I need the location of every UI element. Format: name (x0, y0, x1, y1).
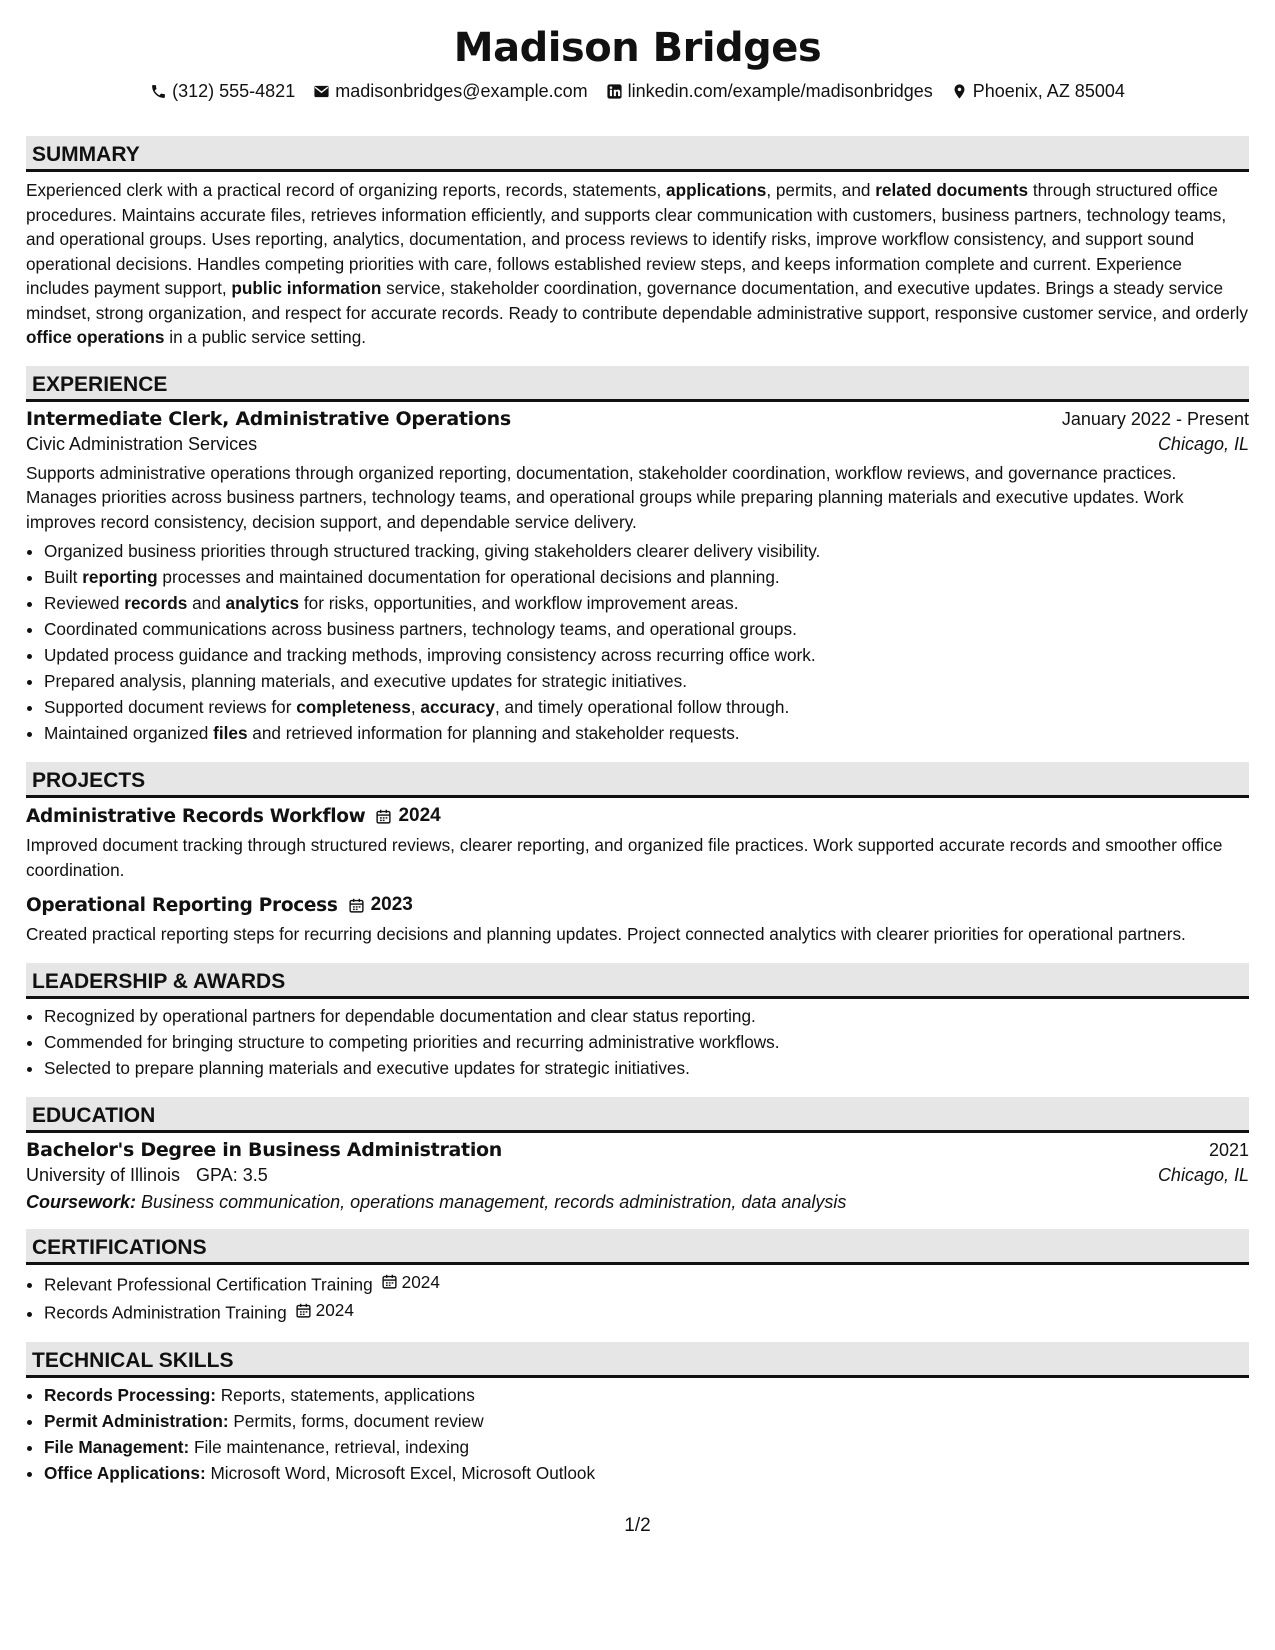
section-heading-summary: SUMMARY (26, 136, 1249, 172)
list-item (44, 1434, 1249, 1460)
project-title: Administrative Records Workflow (26, 805, 366, 827)
list-item: • Selected to prepare planning materials and executive updates for strategic initiatives. (44, 1055, 1249, 1081)
company-name: Civic Administration Services (26, 433, 258, 454)
job-subheader (26, 434, 1249, 455)
list-item (44, 1382, 1249, 1408)
education-header (26, 1139, 1249, 1161)
contact-location (951, 81, 1125, 102)
phone-text: (312) 555-4821 (172, 80, 296, 101)
education-subheader (26, 1165, 1249, 1186)
certification-name: Records Administration Training (44, 1302, 287, 1323)
list-item: • Coordinated communications across business partners, technology teams, and operational groups. (44, 616, 1249, 642)
calendar-icon (375, 808, 392, 825)
skill-value: File maintenance, retrieval, indexing (189, 1436, 470, 1457)
summary-text: Experienced clerk with a practical record of organizing reports, records, statements, applications, permits, and related documents through structured office procedures. Maintains accurate files, retrieves information efficiently, and supports clear communication with customers, business partners, technology teams, and operational groups. Uses reporting, analytics, documentation, and process reviews to identify risks, improve workflow consistency, and support sound operational decisions. Handles competing priorities with care, follows established review steps, and keeps information complete and current. Experience includes payment support, public information service, stakeholder coordination, governance documentation, and executive updates. Brings a steady service mindset, strong organization, and respect for accurate records. Ready to contribute dependable administrative support, responsive customer service, and orderly office operations in a public service setting. (26, 180, 1248, 347)
project-year: 2024 (375, 805, 440, 827)
list-item: • Supported document reviews for completeness, accuracy, and timely operational follow through. (44, 694, 1249, 720)
skills-list (26, 1382, 1249, 1486)
project-header (26, 805, 1249, 827)
certifications-list (26, 1269, 1249, 1326)
list-item: • Updated process guidance and tracking methods, improving consistency across recurring office work. (44, 642, 1249, 668)
list-item (44, 1269, 1249, 1298)
project-title: Operational Reporting Process (26, 894, 338, 916)
phone-icon (150, 83, 167, 100)
list-item: • Recognized by operational partners for dependable documentation and clear status reporting. (44, 1003, 1249, 1029)
list-item: • Built reporting processes and maintained documentation for operational decisions and planning. (44, 564, 1249, 590)
list-item (44, 1460, 1249, 1486)
list-item: • Reviewed records and analytics for risks, opportunities, and workflow improvement areas. (44, 590, 1249, 616)
list-item: • Prepared analysis, planning materials, and executive updates for strategic initiatives. (44, 668, 1249, 694)
calendar-icon (348, 897, 365, 914)
leadership-list (26, 1003, 1249, 1081)
certification-name: Relevant Professional Certification Training (44, 1274, 373, 1294)
project-header (26, 894, 1249, 916)
list-item (44, 1408, 1249, 1434)
envelope-icon (313, 83, 330, 100)
gpa: GPA: 3.5 (196, 1164, 268, 1185)
skill-label: Office Applications: (44, 1462, 206, 1483)
project-description: Created practical reporting steps for recurring decisions and planning updates. Project connected analytics with clearer priorities for operational partners. (26, 924, 1186, 944)
list-item: • Commended for bringing structure to competing priorities and recurring administrative workflows. (44, 1029, 1249, 1055)
page-number: 1/2 (624, 1515, 651, 1536)
contact-bar (26, 78, 1249, 104)
school-info (26, 1165, 268, 1186)
section-heading-experience: EXPERIENCE (26, 366, 1249, 402)
skill-value: Permits, forms, document review (228, 1410, 484, 1431)
school-name: University of Illinois (26, 1164, 181, 1185)
candidate-name: Madison Bridges (453, 25, 822, 71)
email-text[interactable]: madisonbridges@example.com (335, 80, 588, 101)
job-location: Chicago, IL (1157, 433, 1249, 454)
linkedin-text[interactable]: linkedin.com/example/madisonbridges (627, 80, 933, 101)
section-heading-certifications: CERTIFICATIONS (26, 1229, 1249, 1265)
contact-phone (150, 81, 295, 102)
calendar-icon (295, 1302, 312, 1319)
skill-label: File Management: (44, 1436, 190, 1457)
section-heading-skills: TECHNICAL SKILLS (26, 1342, 1249, 1378)
project-description: Improved document tracking through structured reviews, clearer reporting, and organized file practices. Work supported accurate records and smoother office coordination. (26, 835, 1223, 880)
degree-title: Bachelor's Degree in Business Administration (26, 1138, 503, 1161)
job-title: Intermediate Clerk, Administrative Operations (26, 407, 511, 430)
list-item (44, 1297, 1249, 1326)
job-dates: January 2022 - Present (1061, 408, 1249, 429)
job-description: Supports administrative operations through organized reporting, documentation, stakeholder coordination, workflow reviews, and governance practices. Manages priorities across business partners, technology teams, and operational groups while preparing planning materials and executive updates. Work improves record consistency, decision support, and dependable service delivery. (26, 462, 1184, 532)
job-bullets (26, 538, 1249, 746)
coursework-label: Coursework: (26, 1191, 137, 1212)
skill-value: Microsoft Word, Microsoft Excel, Microsoft Outlook (205, 1462, 596, 1483)
contact-email[interactable] (313, 81, 587, 102)
contact-linkedin[interactable] (606, 81, 933, 102)
project-year: 2023 (348, 894, 413, 916)
certification-year: 2024 (295, 1297, 354, 1323)
graduation-year: 2021 (1208, 1139, 1249, 1160)
list-item: • Organized business priorities through structured tracking, giving stakeholders clearer delivery visibility. (44, 538, 1249, 564)
coursework-text: Business communication, operations management, records administration, data analysis (136, 1191, 847, 1212)
calendar-icon (381, 1273, 398, 1290)
linkedin-icon (606, 83, 623, 100)
coursework (26, 1192, 1249, 1213)
job-header (26, 408, 1249, 430)
section-heading-education: EDUCATION (26, 1097, 1249, 1133)
skill-label: Permit Administration: (44, 1410, 229, 1431)
list-item: • Maintained organized files and retrieved information for planning and stakeholder requests. (44, 720, 1249, 746)
section-heading-leadership: LEADERSHIP & AWARDS (26, 963, 1249, 999)
school-location: Chicago, IL (1157, 1164, 1249, 1185)
skill-value: Reports, statements, applications (215, 1384, 475, 1405)
map-pin-icon (951, 83, 968, 100)
location-text: Phoenix, AZ 85004 (972, 80, 1125, 101)
section-heading-projects: PROJECTS (26, 762, 1249, 798)
skill-label: Records Processing: (44, 1384, 216, 1405)
certification-year: 2024 (381, 1269, 440, 1295)
